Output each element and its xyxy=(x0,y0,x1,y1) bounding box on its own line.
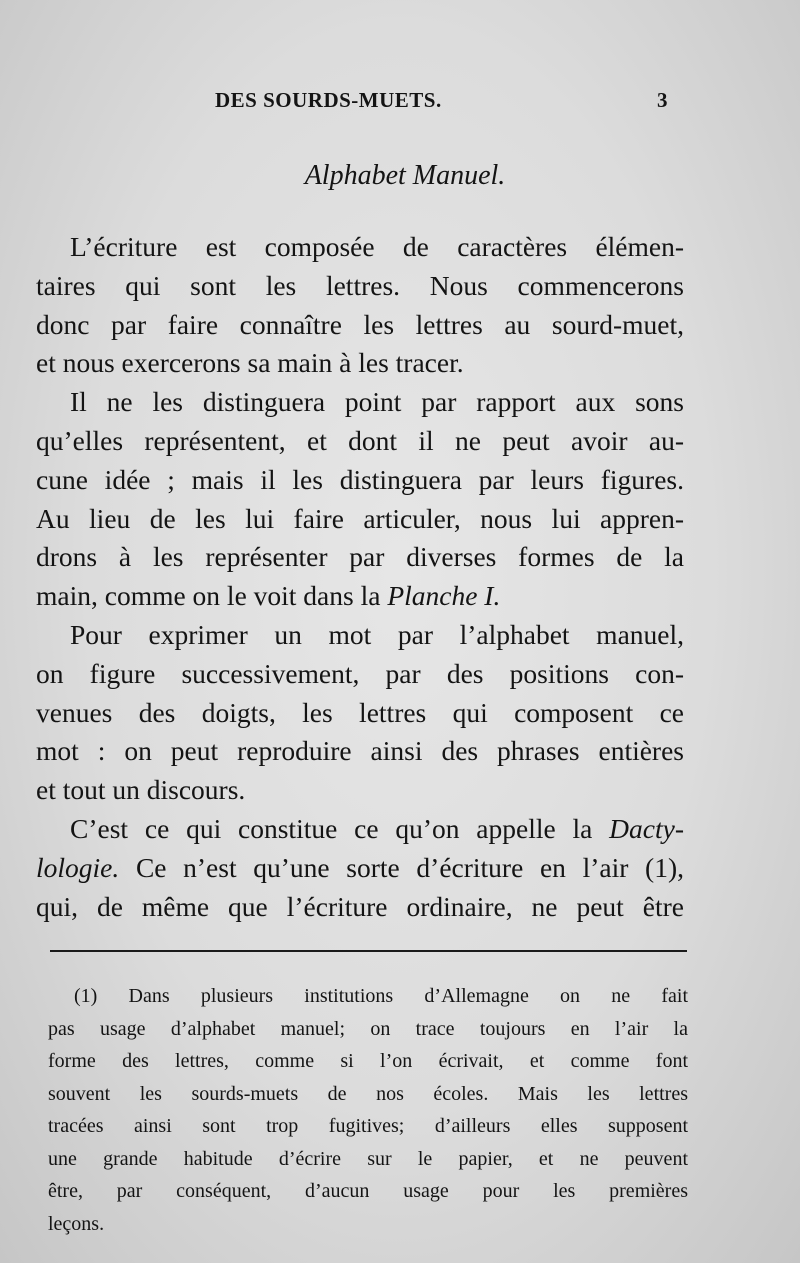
text-run: main, comme on le voit dans la xyxy=(36,580,381,612)
page-number: 3 xyxy=(657,88,668,112)
running-title: DES SOURDS-MUETS. xyxy=(215,88,442,112)
text-line: taires qui sont les lettres. Nous commencerons xyxy=(36,269,684,301)
footnote-line: souvent les sourds-muets de nos écoles. Mais les lettres xyxy=(48,1082,688,1105)
text-line: cune idée ; mais il les distinguera par leurs figures. xyxy=(36,463,684,495)
text-line: Pour exprimer un mot par l’alphabet manuel, xyxy=(70,618,684,650)
italic-term: lologie. xyxy=(36,851,120,883)
italic-term: Dacty- xyxy=(609,812,684,844)
text-line: L’écriture est composée de caractères élémen- xyxy=(70,231,684,262)
footnote-line: forme des lettres, comme si l’on écrivait, et comme font xyxy=(48,1050,688,1072)
footnote-line: pas usage d’alphabet manuel; on trace toujours en l’air la xyxy=(48,1017,688,1040)
text-run: C’est ce qui constitue ce qu’on appelle la xyxy=(70,812,593,844)
text-line: mot : on peut reproduire ainsi des phrases entières xyxy=(36,735,684,767)
text-line: qu’elles représentent, et dont il ne peut avoir au- xyxy=(36,424,684,456)
text-line xyxy=(36,577,684,616)
page-header xyxy=(0,88,800,118)
footnote-line: une grande habitude d’écrire sur le papier, et ne peuvent xyxy=(48,1147,688,1170)
text-line: drons à les représenter par diverses formes de la xyxy=(36,541,684,573)
section-title: Alphabet Manuel. xyxy=(304,160,506,191)
text-line xyxy=(36,810,684,849)
text-line xyxy=(36,849,684,888)
text-run: Ce n’est qu’une sorte d’écriture en l’air (1), xyxy=(135,851,684,883)
text-line: et tout un discours. xyxy=(36,774,246,806)
text-line: qui, de même que l’écriture ordinaire, ne peut être xyxy=(36,890,684,922)
footnote-line: tracées ainsi sont trop fugitives; d’ailleurs elles supposent xyxy=(48,1115,688,1137)
footnote-line: être, par conséquent, d’aucun usage pour les premières xyxy=(48,1180,688,1202)
text-line: venues des doigts, les lettres qui composent ce xyxy=(36,696,684,728)
text-line: on figure successivement, par des positions con- xyxy=(36,657,684,689)
footnote-line: (1) Dans plusieurs institutions d’Allemagne on ne fait xyxy=(74,985,688,1007)
body-text xyxy=(36,228,684,926)
text-line: Il ne les distinguera point par rapport aux sons xyxy=(70,386,684,418)
footnote xyxy=(48,980,688,1240)
footnote-line: leçons. xyxy=(48,1212,105,1235)
plate-reference: Planche I. xyxy=(387,580,501,612)
text-line: donc par faire connaître les lettres au sourd-muet, xyxy=(36,308,684,340)
text-line: Au lieu de les lui faire articuler, nous lui appren- xyxy=(36,502,684,534)
footnote-rule xyxy=(50,950,687,952)
text-line: et nous exercerons sa main à les tracer. xyxy=(36,347,464,379)
